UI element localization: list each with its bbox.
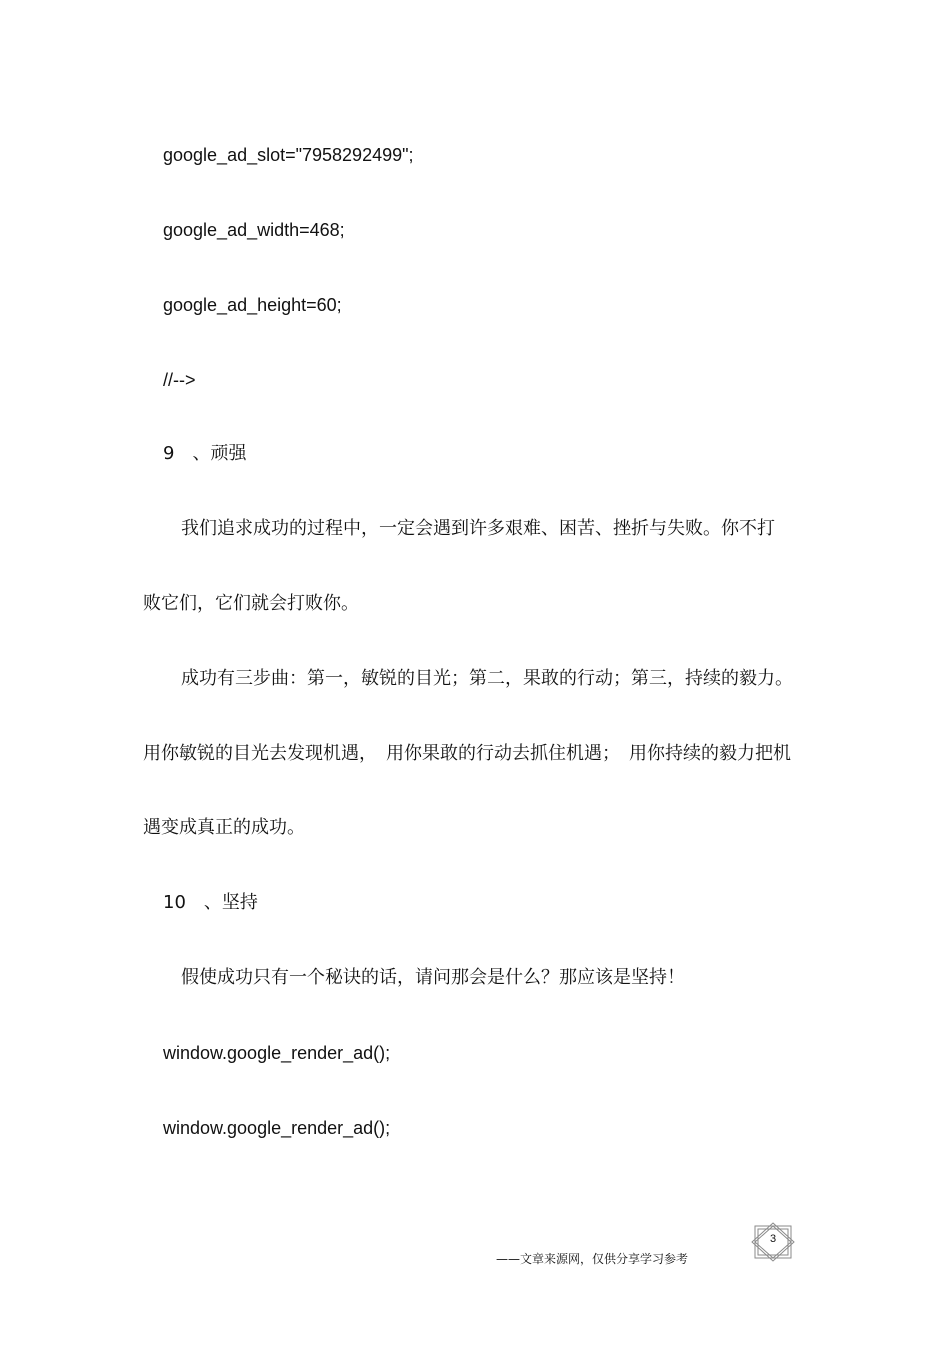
code-line-render-ad: window.google_render_ad(); [163,1118,391,1138]
paragraph-line: 败它们，它们就会打败你。 [143,593,359,614]
paragraph-line: 用你敏锐的目光去发现机遇， 用你果敢的行动去抓住机遇； 用你持续的毅力把机 [143,743,791,764]
code-line-render-ad: window.google_render_ad(); [163,1043,391,1063]
paragraph-line: 成功有三步曲：第一，敏锐的目光；第二，果敢的行动；第三，持续的毅力。 [181,668,793,689]
paragraph-line: 假使成功只有一个秘诀的话，请问那会是什么？那应该是坚持！ [181,967,685,988]
code-line-ad-width: google_ad_width=468; [163,220,345,240]
section-heading-9: 9 、顽强 [163,443,247,464]
code-line-ad-slot: google_ad_slot="7958292499"; [163,145,414,165]
page-number: 3 [769,1233,777,1245]
paragraph-line: 我们追求成功的过程中，一定会遇到许多艰难、困苦、挫折与失败。你不打 [181,518,775,539]
footer-note: ——文章来源网，仅供分享学习参考 [496,1252,689,1266]
code-line-comment-end: //--> [163,370,196,390]
code-line-ad-height: google_ad_height=60; [163,295,342,315]
page-number-badge [749,1222,797,1262]
paragraph-line: 遇变成真正的成功。 [143,817,305,838]
section-heading-10: 10 、坚持 [163,892,258,913]
